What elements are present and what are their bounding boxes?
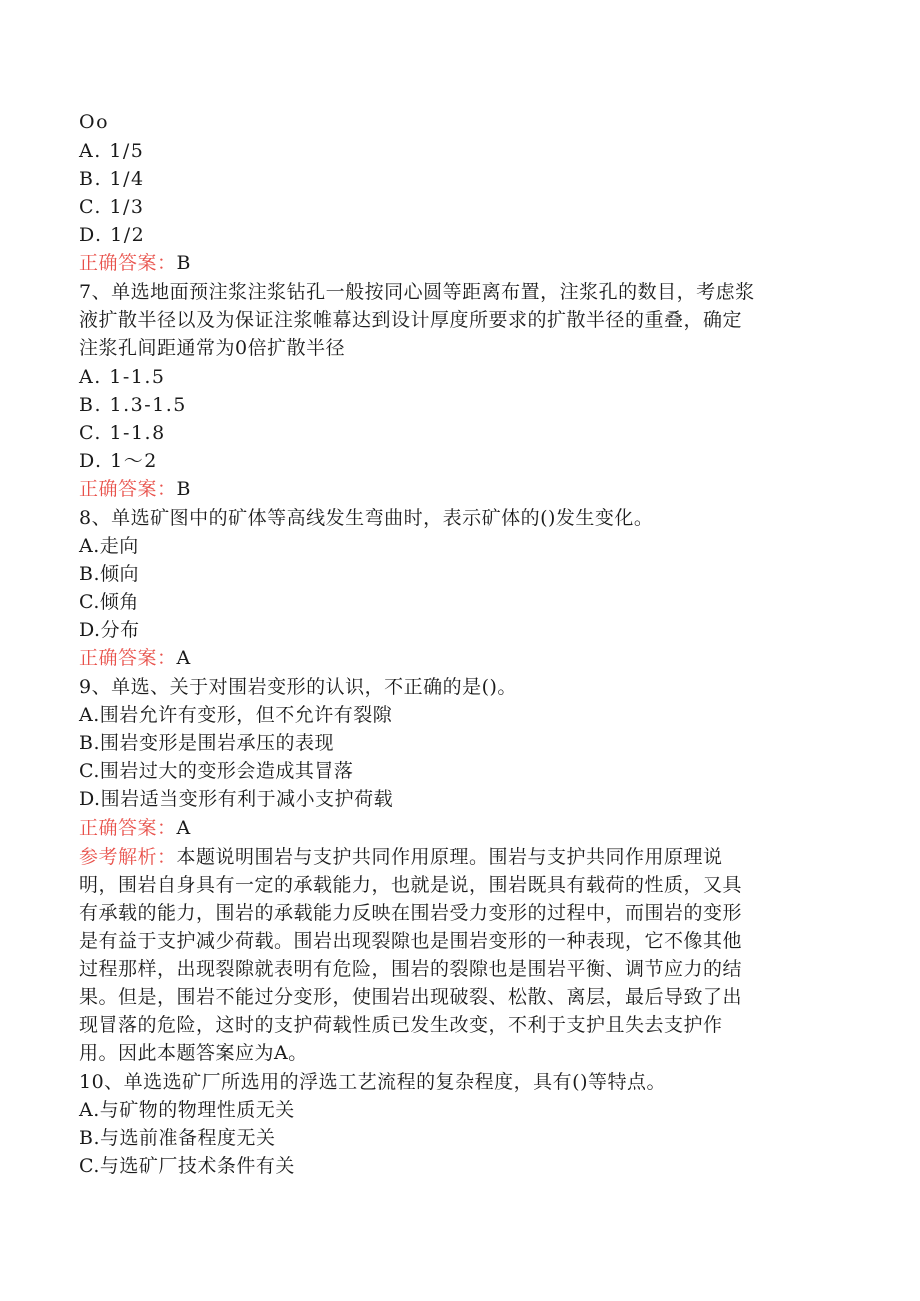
- q7-answer-label: 正确答案：: [79, 478, 177, 500]
- q10-option-a: A.与矿物的物理性质无关: [79, 1099, 295, 1121]
- q7-answer: [79, 475, 191, 503]
- q9-analysis-line-8: 用。因此本题答案应为A。: [79, 1042, 308, 1064]
- q8-stem: 8、单选矿图中的矿体等高线发生弯曲时，表示矿体的()发生变化。: [79, 507, 654, 529]
- q7-stem-line-1: 7、单选地面预注浆注浆钻孔一般按同心圆等距离布置，注浆孔的数目，考虑浆: [79, 281, 755, 303]
- q8-answer-value: A: [176, 647, 191, 669]
- q9-option-c: C.围岩过大的变形会造成其冒落: [79, 760, 354, 782]
- q9-option-a: A.围岩允许有变形，但不允许有裂隙: [79, 704, 393, 726]
- q6-option-d: D. 1/2: [79, 224, 146, 246]
- q10-option-b: B.与选前准备程度无关: [79, 1127, 276, 1149]
- q8-option-a: A.走向: [79, 535, 139, 557]
- q7-stem-line-2: 液扩散半径以及为保证注浆帷幕达到设计厚度所要求的扩散半径的重叠，确定: [79, 309, 743, 331]
- q8-option-d: D.分布: [79, 619, 140, 641]
- q8-answer-label: 正确答案：: [79, 647, 177, 669]
- q7-option-d: D. 1～2: [79, 450, 158, 472]
- q10-option-c: C.与选矿厂技术条件有关: [79, 1155, 295, 1177]
- q6-answer-value: B: [176, 252, 191, 274]
- q9-analysis-line-2: 明，围岩自身具有一定的承载能力，也就是说，围岩既具有载荷的性质，又具: [79, 874, 743, 896]
- fragment-text: Oo: [79, 111, 110, 133]
- q9-stem: 9、单选、关于对围岩变形的认识，不正确的是()。: [79, 676, 517, 698]
- q8-option-c: C.倾角: [79, 591, 139, 613]
- q7-answer-value: B: [176, 478, 191, 500]
- q9-analysis: [79, 843, 723, 871]
- q9-analysis-label: 参考解析：: [79, 846, 177, 868]
- q7-stem-line-3: 注浆孔间距通常为0倍扩散半径: [79, 337, 346, 359]
- q6-option-b: B. 1/4: [79, 168, 145, 190]
- q6-answer: [79, 249, 191, 277]
- q9-answer: [79, 814, 191, 842]
- q9-analysis-first-line: 本题说明围岩与支护共同作用原理。围岩与支护共同作用原理说: [176, 846, 723, 868]
- q10-stem: 10、单选选矿厂所选用的浮选工艺流程的复杂程度，具有()等特点。: [79, 1071, 667, 1093]
- q6-option-c: C. 1/3: [79, 196, 145, 218]
- q6-option-a: A. 1/5: [79, 140, 145, 162]
- q8-option-b: B.倾向: [79, 563, 140, 585]
- q6-answer-label: 正确答案：: [79, 252, 177, 274]
- q7-option-a: A. 1-1.5: [79, 366, 166, 388]
- q9-analysis-line-6: 果。但是，围岩不能过分变形，使围岩出现破裂、松散、离层，最后导致了出: [79, 986, 743, 1008]
- q9-analysis-line-5: 过程那样，出现裂隙就表明有危险，围岩的裂隙也是围岩平衡、调节应力的结: [79, 958, 743, 980]
- q9-analysis-line-4: 是有益于支护减少荷载。围岩出现裂隙也是围岩变形的一种表现，它不像其他: [79, 930, 743, 952]
- q9-answer-label: 正确答案：: [79, 817, 177, 839]
- q9-analysis-line-7: 现冒落的危险，这时的支护荷载性质已发生改变，不利于支护且失去支护作: [79, 1014, 723, 1036]
- q9-answer-value: A: [176, 817, 191, 839]
- q7-option-b: B. 1.3-1.5: [79, 394, 187, 416]
- q8-answer: [79, 644, 191, 672]
- q9-analysis-line-3: 有承载的能力，围岩的承载能力反映在围岩受力变形的过程中，而围岩的变形: [79, 902, 743, 924]
- q9-option-d: D.围岩适当变形有利于减小支护荷载: [79, 788, 394, 810]
- q7-option-c: C. 1-1.8: [79, 422, 166, 444]
- q9-option-b: B.围岩变形是围岩承压的表现: [79, 732, 335, 754]
